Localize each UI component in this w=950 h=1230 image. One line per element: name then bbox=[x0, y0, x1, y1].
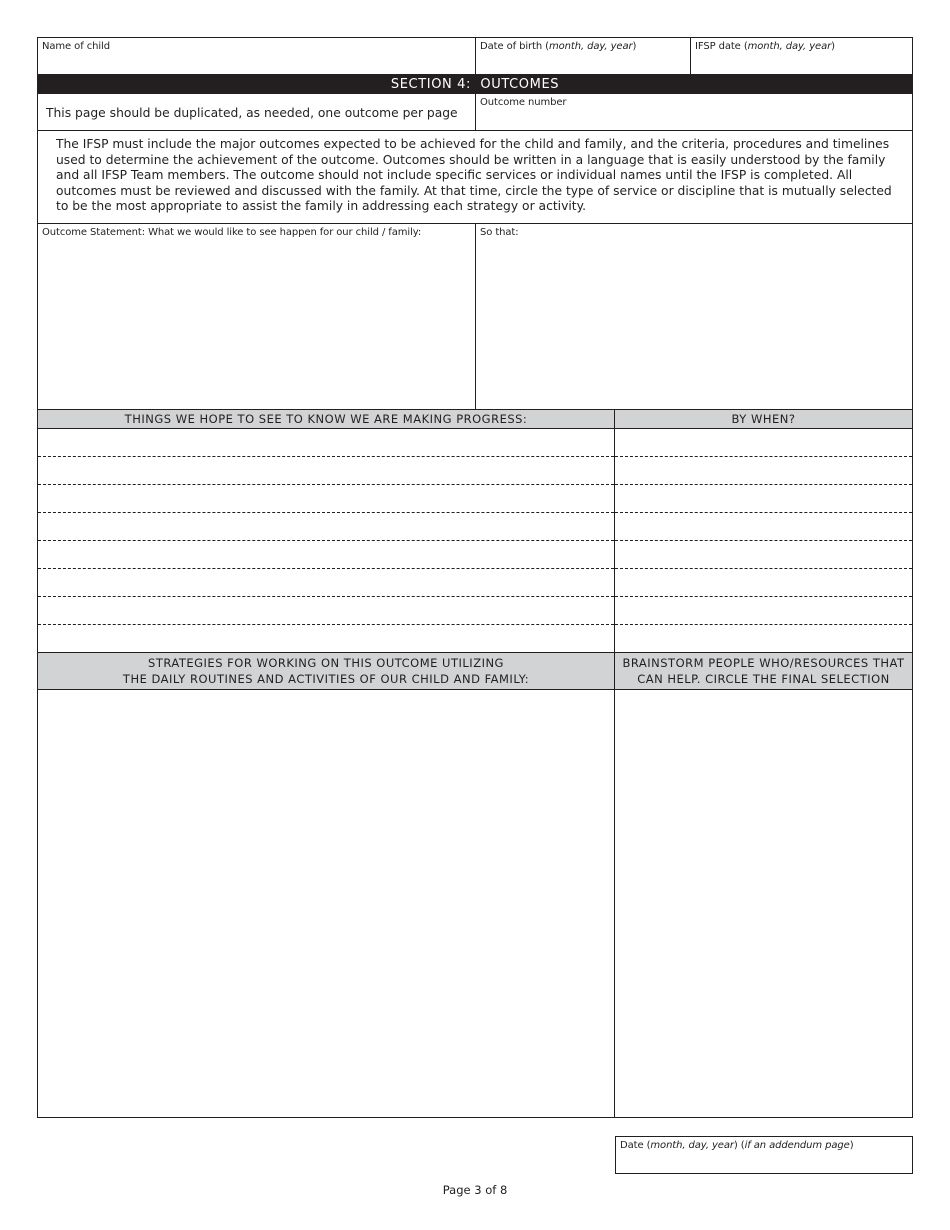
strategies-header-line2: THE DAILY ROUTINES AND ACTIVITIES OF OUR CHILD AND FAMILY: bbox=[122, 672, 530, 686]
by-when-row-input[interactable] bbox=[621, 435, 906, 453]
by-when-column-header bbox=[614, 409, 913, 429]
progress-row-input[interactable] bbox=[44, 547, 604, 565]
so-that-label: So that: bbox=[480, 227, 519, 238]
outcome-number-field[interactable] bbox=[475, 93, 913, 131]
by-when-row-input[interactable] bbox=[621, 519, 906, 537]
section-title-bar bbox=[37, 74, 913, 94]
ifsp-date-label: IFSP date (month, day, year) bbox=[695, 41, 835, 52]
outcome-statement-input[interactable] bbox=[42, 242, 470, 404]
resources-field[interactable] bbox=[614, 689, 913, 1118]
by-when-row-input[interactable] bbox=[621, 491, 906, 509]
row-divider bbox=[38, 512, 614, 513]
by-when-row-input[interactable] bbox=[621, 575, 906, 593]
strategies-header-line1: STRATEGIES FOR WORKING ON THIS OUTCOME UTILIZING bbox=[148, 656, 504, 670]
strategies-input[interactable] bbox=[44, 696, 606, 1110]
row-divider bbox=[38, 540, 614, 541]
progress-column-header bbox=[37, 409, 615, 429]
outcome-statement-label: Outcome Statement: What we would like to see happen for our child / family: bbox=[42, 227, 422, 238]
addendum-date-label: Date (month, day, year) (if an addendum page) bbox=[620, 1140, 854, 1151]
row-divider bbox=[615, 568, 912, 569]
by-when-row-input[interactable] bbox=[621, 547, 906, 565]
by-when-column bbox=[614, 428, 913, 653]
outcome-number-label: Outcome number bbox=[480, 97, 567, 108]
date-of-birth-input[interactable] bbox=[480, 56, 685, 72]
strategies-field[interactable] bbox=[37, 689, 615, 1118]
instructions-text: The IFSP must include the major outcomes expected to be achieved for the child and family, and the criteria, procedures and timelines used to determine the achievement of the outcome. Outcomes should be written in a language that is easily understood by the family and all IFSP Team members. The outcome should not include specific services or individual names until the IFSP is completed. All outcomes must be reviewed and discussed with the family. At that time, circle the type of service or discipline that is mutually selected to be the most appropriate to assist the family in addressing each strategy or activity. bbox=[56, 137, 892, 213]
outcome-statement-field[interactable] bbox=[37, 223, 476, 410]
progress-row-input[interactable] bbox=[44, 603, 604, 621]
ifsp-date-input[interactable] bbox=[695, 56, 907, 72]
instructions-box bbox=[37, 130, 913, 224]
strategies-column-header bbox=[37, 652, 615, 690]
progress-row-input[interactable] bbox=[44, 463, 604, 481]
progress-row-input[interactable] bbox=[44, 631, 604, 649]
ifsp-date-field[interactable] bbox=[690, 37, 913, 75]
so-that-field[interactable] bbox=[475, 223, 913, 410]
addendum-date-field[interactable] bbox=[615, 1136, 913, 1174]
duplicate-note-cell bbox=[37, 93, 476, 131]
resources-header-line2: CAN HELP. CIRCLE THE FINAL SELECTION bbox=[637, 672, 890, 686]
name-of-child-field[interactable] bbox=[37, 37, 476, 75]
row-divider bbox=[615, 540, 912, 541]
row-divider bbox=[38, 624, 614, 625]
section-title: SECTION 4: OUTCOMES bbox=[390, 76, 560, 92]
by-when-row-input[interactable] bbox=[621, 631, 906, 649]
progress-header-label: THINGS WE HOPE TO SEE TO KNOW WE ARE MAKING PROGRESS: bbox=[124, 412, 528, 426]
progress-row-input[interactable] bbox=[44, 575, 604, 593]
resources-header-line1: BRAINSTORM PEOPLE WHO/RESOURCES THAT bbox=[622, 656, 905, 670]
row-divider bbox=[38, 484, 614, 485]
resources-input[interactable] bbox=[621, 696, 904, 1110]
row-divider bbox=[38, 568, 614, 569]
by-when-header-label: BY WHEN? bbox=[731, 412, 796, 426]
row-divider bbox=[38, 596, 614, 597]
so-that-input[interactable] bbox=[480, 242, 906, 404]
row-divider bbox=[615, 512, 912, 513]
outcome-number-input[interactable] bbox=[480, 112, 906, 128]
progress-row-input[interactable] bbox=[44, 491, 604, 509]
page-number: Page 3 of 8 bbox=[442, 1183, 508, 1197]
name-of-child-label: Name of child bbox=[42, 41, 110, 52]
duplicate-note: This page should be duplicated, as needed, one outcome per page bbox=[46, 106, 458, 120]
row-divider bbox=[615, 596, 912, 597]
name-of-child-input[interactable] bbox=[42, 56, 470, 72]
row-divider bbox=[615, 456, 912, 457]
row-divider bbox=[615, 624, 912, 625]
progress-row-input[interactable] bbox=[44, 435, 604, 453]
row-divider bbox=[38, 456, 614, 457]
date-of-birth-field[interactable] bbox=[475, 37, 691, 75]
by-when-row-input[interactable] bbox=[621, 603, 906, 621]
addendum-date-input[interactable] bbox=[620, 1155, 906, 1171]
progress-column bbox=[37, 428, 615, 653]
by-when-row-input[interactable] bbox=[621, 463, 906, 481]
resources-column-header bbox=[614, 652, 913, 690]
date-of-birth-label: Date of birth (month, day, year) bbox=[480, 41, 637, 52]
row-divider bbox=[615, 484, 912, 485]
progress-row-input[interactable] bbox=[44, 519, 604, 537]
